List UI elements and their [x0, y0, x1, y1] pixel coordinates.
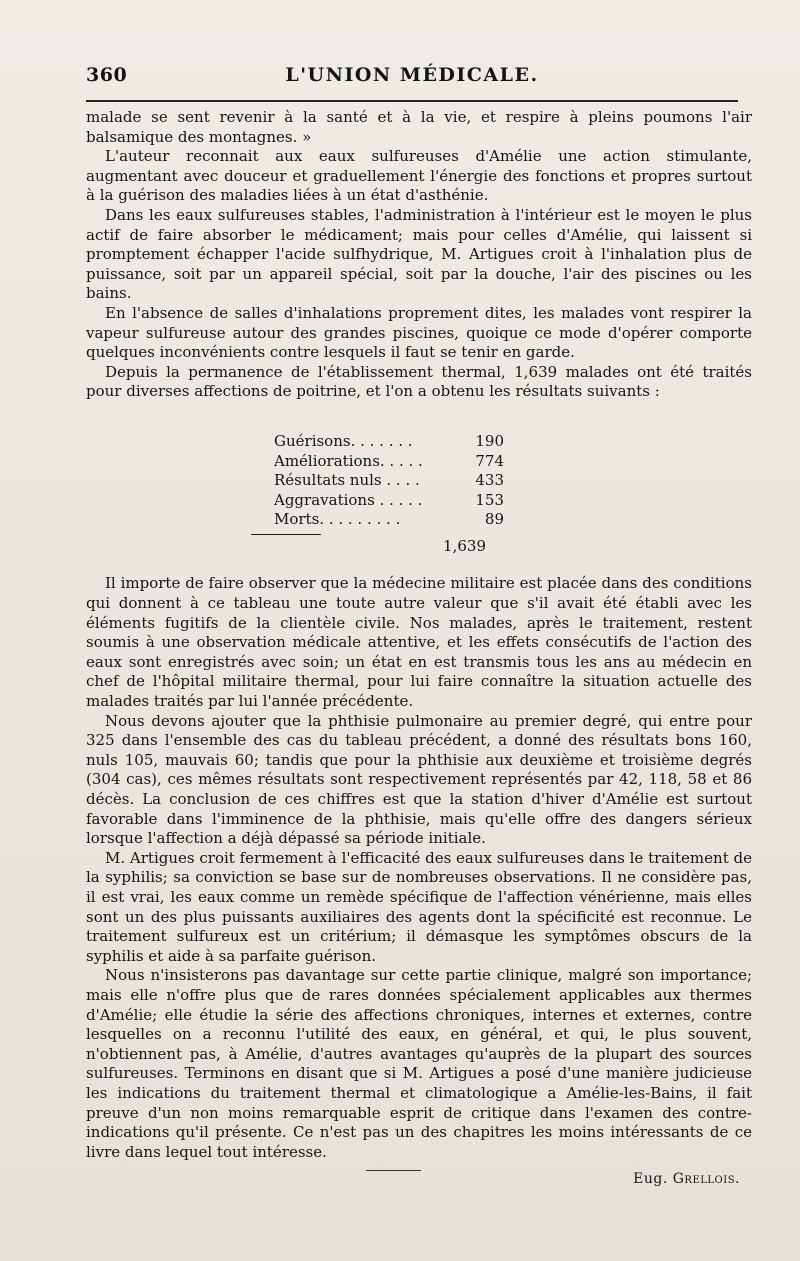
- signature-prefix: Eug.: [633, 1171, 668, 1188]
- total-rule: [251, 534, 321, 535]
- results-row: [274, 452, 504, 472]
- results-value: 433: [475, 471, 504, 490]
- results-label: Résultats nuls . . . .: [274, 471, 420, 490]
- paragraph: Il importe de faire observer que la médecine militaire est placée dans des conditions qui donnent à ce tableau une toute autre valeur que s'il avait été établi avec les éléments fugitifs de la clientèle civile. Nos malades, après le traitement, restent soumis à une observation médicale attentive, et les effets consécutifs de l'action des eaux sont enregistrés avec soin; un état en est transmis tous les ans au médecin en chef de l'hôpital militaire thermal, pour lui faire connaître la situation actuelle des malades traités par lui l'année précédente.: [86, 574, 752, 711]
- page-header: [86, 62, 738, 90]
- paragraph: M. Artigues croit fermement à l'efficacité des eaux sulfureuses dans le traitement de la syphilis; sa conviction se base sur de nombreuses observations. Il ne considère pas, il est vrai, les eaux comme un remède spécifique de l'affection vénérienne, mais elles sont un des plus puissants auxiliaires des agents dont la spécificité est reconnue. Le traitement sulfureux est un critérium; il démasque les symptômes obscurs de la syphilis et aide à sa parfaite guérison.: [86, 848, 752, 965]
- paragraph: L'auteur reconnait aux eaux sulfureuses d'Amélie une action stimulante, augmentant avec douceur et graduellement l'énergie des fonctions et propres surtout à la guérison des maladies liées à un état d'asthénie.: [86, 147, 752, 205]
- running-title: L'UNION MÉDICALE.: [285, 64, 539, 86]
- results-label: Guérisons. . . . . . .: [274, 431, 413, 450]
- paragraph: Depuis la permanence de l'établissement thermal, 1,639 malades ont été traités pour diverses affections de poitrine, et l'on a obtenu les résultats suivants :: [86, 362, 752, 401]
- results-row: [274, 471, 504, 491]
- results-label: Améliorations. . . . .: [274, 451, 423, 470]
- results-value: 190: [475, 431, 504, 450]
- author-signature: [86, 1170, 752, 1190]
- paragraph: Nous n'insisterons pas davantage sur cette partie clinique, malgré son importance; mais elle n'offre plus que de rares données spécialement applicables aux thermes d'Amélie; elle étudie la série des affections chroniques, internes et externes, contre lesquelles on a reconnu l'utilité des eaux, en général, et qui, le plus souvent, n'obtiennent pas, à Amélie, d'autres avantages qu'auprès de la plupart des sources sulfureuses. Terminons en disant que si M. Artigues a posé d'une manière judicieuse les indications du traitement thermal et climatologique a Amélie-les-Bains, il fait preuve d'un non moins remarquable esprit de critique dans l'examen des contre-indications qu'il présente. Ce n'est pas un des chapitres les moins intéressants de ce livre dans lequel tout intéresse.: [86, 966, 752, 1161]
- results-table: [274, 432, 504, 530]
- end-rule: [366, 1170, 421, 1171]
- paragraph: malade se sent revenir à la santé et à la vie, et respire à pleins poumons l'air balsamique des montagnes. »: [86, 108, 752, 146]
- page-number: 360: [86, 64, 128, 86]
- article-body: [86, 108, 752, 1190]
- results-value: 774: [475, 451, 504, 470]
- results-value: 89: [484, 510, 504, 529]
- signature-name: Grellois.: [672, 1171, 740, 1188]
- results-row: [274, 510, 504, 530]
- results-total: 1,639: [443, 536, 486, 555]
- results-value: 153: [475, 490, 504, 509]
- paragraph: Dans les eaux sulfureuses stables, l'administration à l'intérieur est le moyen le plus actif de faire absorber le médicament; mais pour celles d'Amélie, qui laissent si promptement échapper l'acide sulfhydrique, M. Artigues croit à l'inhalation plus de puissance, soit par un appareil spécial, soit par la douche, l'air des piscines ou les bains.: [86, 205, 752, 303]
- results-label: Morts. . . . . . . . .: [274, 510, 401, 529]
- results-row: [274, 491, 504, 511]
- header-rule: [86, 100, 738, 102]
- paragraph: En l'absence de salles d'inhalations proprement dites, les malades vont respirer la vapeur sulfureuse autour des grandes piscines, quoique ce mode d'opérer comporte quelques inconvénients contre lesquels il faut se tenir en garde.: [86, 303, 752, 362]
- paragraph: Nous devons ajouter que la phthisie pulmonaire au premier degré, qui entre pour 325 dans l'ensemble des cas du tableau précédent, a donné des résultats bons 160, nuls 105, mauvais 60; tandis que pour la phthisie aux deuxième et troisième degrés (304 cas), ces mêmes résultats sont respectivement représentés par 42, 118, 58 et 86 décès. La conclusion de ces chiffres est que la station d'hiver d'Amélie est surtout favorable dans l'imminence de la phthisie, mais qu'elle offre des dangers sérieux lorsque l'affection a déjà dépassé sa période initiale.: [86, 711, 752, 848]
- results-label: Aggravations . . . . .: [274, 490, 423, 509]
- results-row: [274, 432, 504, 452]
